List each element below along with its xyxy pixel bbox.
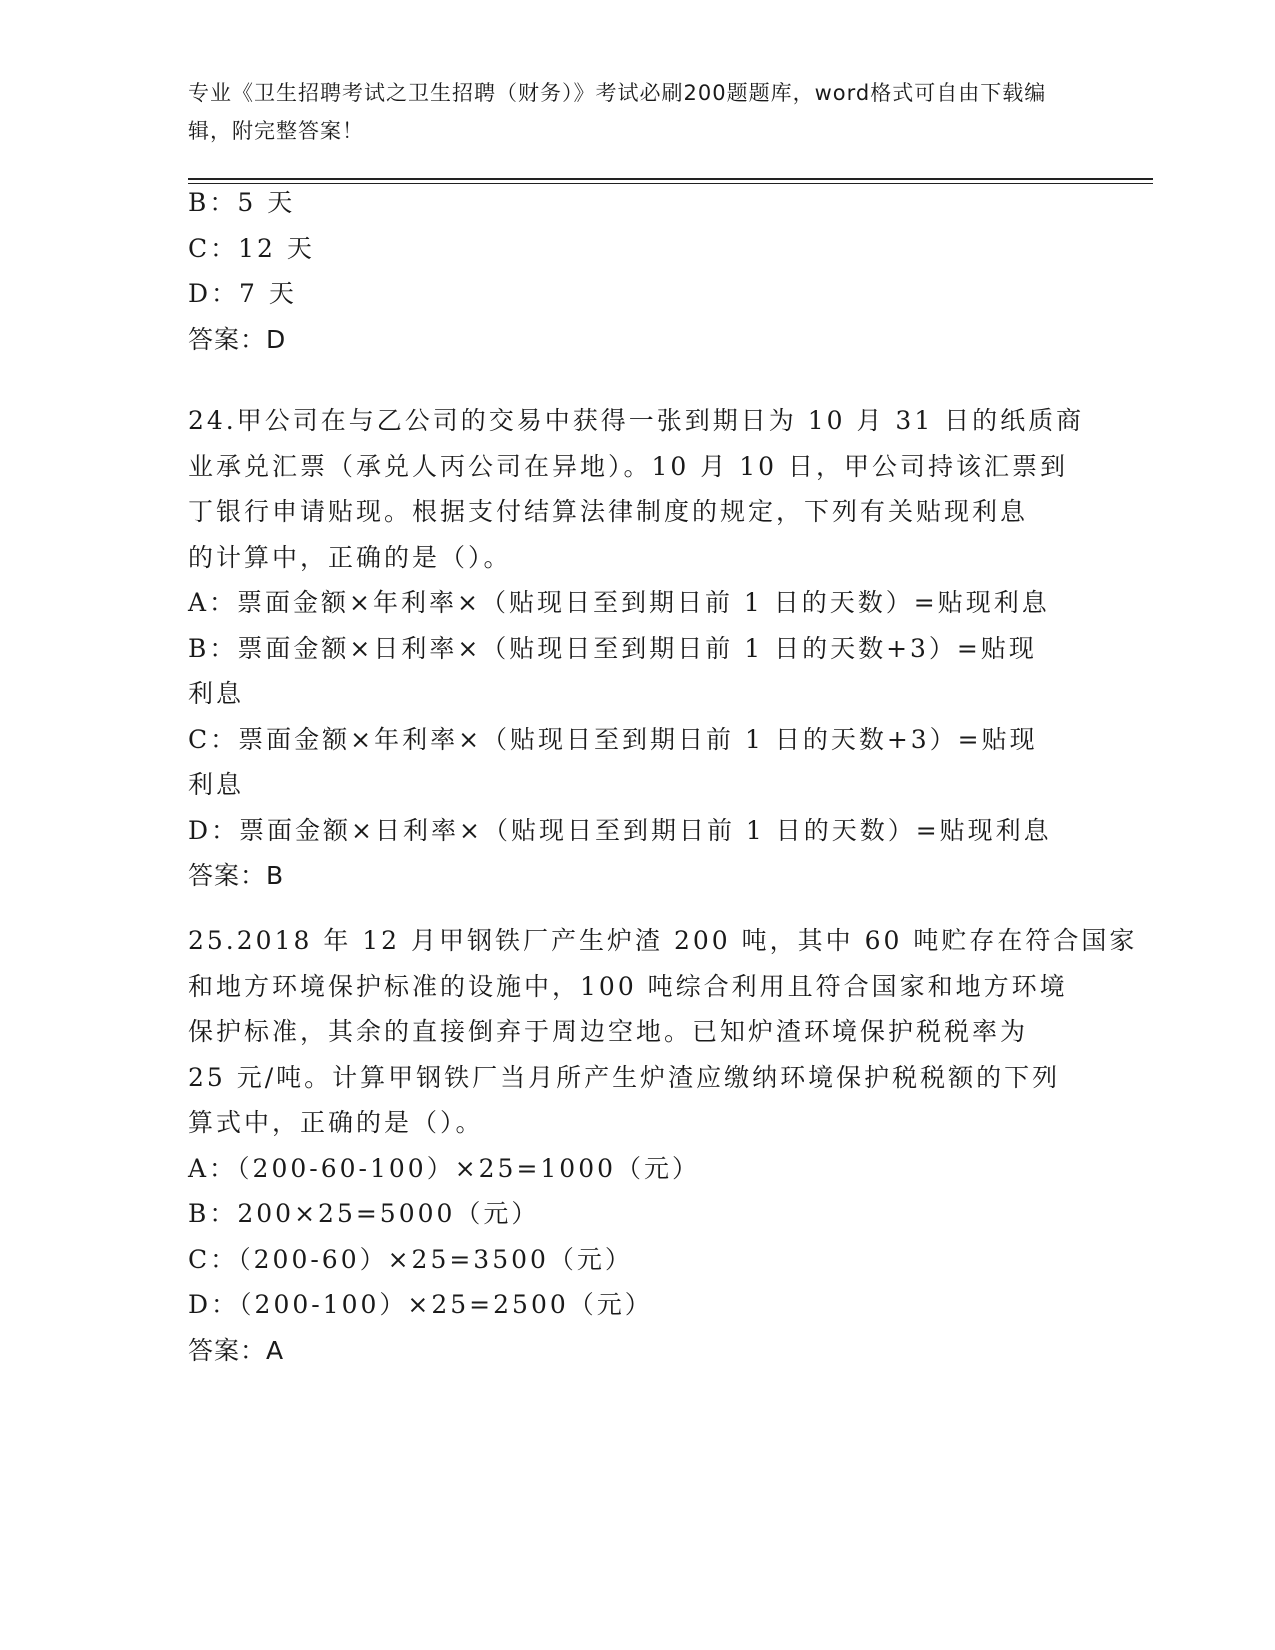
option-a: A：（200-60-100）×25=1000（元） [188,1153,701,1183]
question-stem-line: 的计算中，正确的是（）。 [188,542,512,572]
answer-line: 答案：A [188,1335,285,1365]
option-d: D：（200-100）×25=2500（元） [188,1290,653,1319]
answer-line: 答案：B [188,861,285,890]
prev-question-block [188,180,1088,362]
question-stem-line: 算式中，正确的是（）。 [188,1108,484,1137]
option-c: C：票面金额×年利率×（贴现日至到期日前 1 日的天数+3）=贴现利息 [188,724,1038,799]
question-stem-line: 丁银行申请贴现。根据支付结算法律制度的规定，下列有关贴现利息 [188,497,1029,526]
option-d: D：票面金额×日利率×（贴现日至到期日前 1 日的天数）=贴现利息 [188,815,1052,845]
answer-line: 答案：D [188,324,287,354]
option-c: C：（200-60）×25=3500（元） [188,1244,633,1274]
question-stem-line: 25 元/吨。计算甲钢铁厂当月所产生炉渣应缴纳环境保护税税额的下列 [188,1062,1061,1092]
option-d: D：7 天 [188,279,297,308]
question-24 [188,398,1088,899]
option-c: C：12 天 [188,233,315,263]
option-a: A：票面金额×年利率×（贴现日至到期日前 1 日的天数）=贴现利息 [188,588,1050,617]
question-stem-line: 业承兑汇票（承兑人丙公司在异地）。10 月 10 日，甲公司持该汇票到 [188,451,1068,481]
option-b: B：票面金额×日利率×（贴现日至到期日前 1 日的天数+3）=贴现利息 [188,633,1037,708]
question-stem-line: 保护标准，其余的直接倒弃于周边空地。已知炉渣环境保护税税率为 [188,1017,1029,1046]
question-stem-line: 25.2018 年 12 月甲钢铁厂产生炉渣 200 吨，其中 60 吨贮存在符合国家 [188,926,1138,955]
question-stem-line: 24.甲公司在与乙公司的交易中获得一张到期日为 10 月 31 日的纸质商 [188,406,1085,435]
document-header: 专业《卫生招聘考试之卫生招聘（财务）》考试必刷200题题库，word格式可自由下载编辑，附完整答案！ [188,81,1047,143]
question-stem-line: 和地方环境保护标准的设施中，100 吨综合利用且符合国家和地方环境 [188,971,1068,1001]
option-b: B：200×25=5000（元） [188,1199,540,1228]
option-b: B：5 天 [188,188,296,217]
question-25 [188,918,1138,1373]
